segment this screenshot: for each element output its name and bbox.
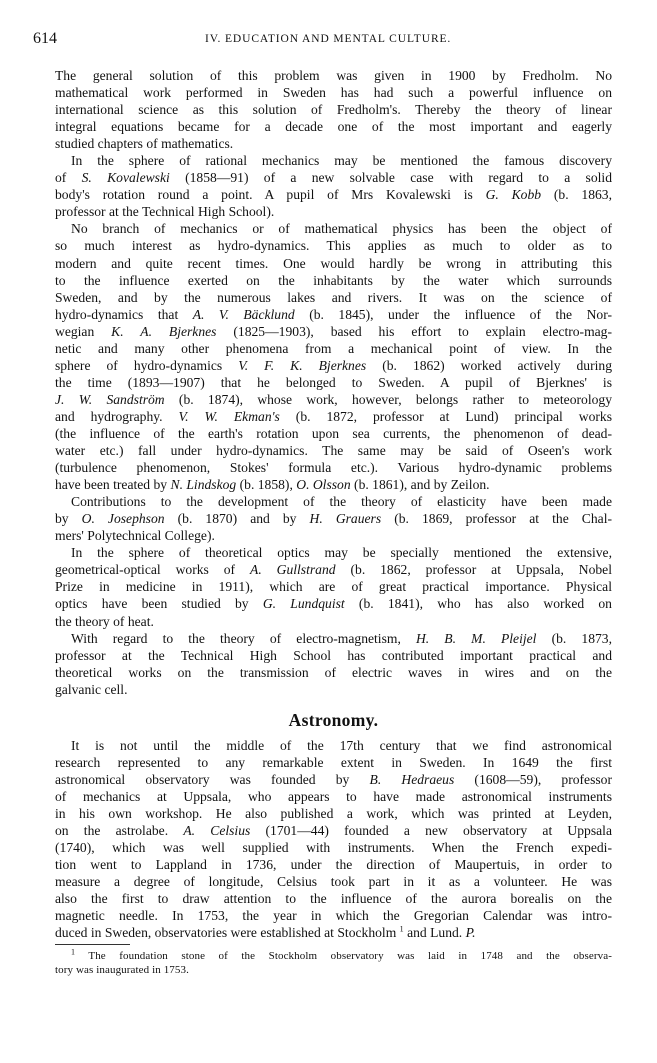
text-line: mathematical work performed in Sweden has had such a powerful influence on: [55, 85, 612, 101]
text-line: research represented to any remarkable extent in Sweden. In 1649 the first: [55, 754, 612, 770]
text-line: professor at the Technical High School has contributed important practical and: [55, 647, 612, 663]
document-page: [33, 30, 613, 977]
text-line: sphere of hydro-dynamics V. F. K. Bjerknes (b. 1862) worked actively during: [55, 357, 612, 373]
paragraph: [55, 220, 612, 493]
text-line: With regard to the theory of electro-magnetism, H. B. M. Pleijel (b. 1873,: [71, 630, 612, 646]
text-line: international science as this solution of Fredholm's. Thereby the theory of linear: [55, 102, 612, 118]
text-line: tion went to Lappland in 1736, under the direction of Maupertuis, in order to: [55, 857, 612, 873]
text-line: of mechanics at Uppsala, who appears to have made astronomical instruments: [55, 788, 612, 804]
text-line: professor at the Technical High School).: [55, 204, 275, 220]
text-line: of S. Kovalewski (1858—91) of a new solvable case with regard to a solid: [55, 170, 612, 186]
running-title: IV. EDUCATION AND MENTAL CULTURE.: [205, 33, 452, 45]
text-line: Sweden, and by the numerous lakes and rivers. It was on the science of: [55, 289, 612, 305]
text-line: mers' Polytechnical College).: [55, 528, 215, 544]
text-line: by O. Josephson (b. 1870) and by H. Grauers (b. 1869, professor at the Chal-: [55, 511, 613, 527]
paragraph: [55, 67, 612, 152]
text-line: measure a degree of longitude, Celsius took part in it as a volunteer. He was: [55, 874, 612, 890]
text-line: In the sphere of rational mechanics may be mentioned the famous discovery: [71, 153, 612, 169]
text-line: hydro-dynamics that A. V. Bäcklund (b. 1845), under the influence of the Nor-: [55, 306, 612, 322]
section-heading: Astronomy.: [288, 709, 379, 730]
text-line: water etc.) fall under hydro-dynamics. The same may be said of Oseen's work: [55, 443, 612, 459]
text-line: galvanic cell.: [55, 681, 128, 697]
text-line: No branch of mechanics or of mathematical physics has been the object of: [71, 221, 612, 237]
text-line: body's rotation round a point. A pupil of Mrs Kovalewski is G. Kobb (b. 1863,: [55, 187, 612, 203]
text-line: $^1$ The foundation stone of the Stockholm observatory was laid in 1748 and the observa-: [71, 947, 612, 963]
footnote-rule: [55, 944, 130, 945]
body-text: [55, 67, 612, 698]
footnote: [55, 949, 612, 977]
paragraph: [55, 544, 612, 629]
text-line: astronomical observatory was founded by B. Hedraeus (1608—59), professor: [55, 771, 612, 787]
text-line: modern and quite recent times. One would hardly be wrong in attributing this: [55, 255, 612, 271]
text-line: and hydrography. V. W. Ekman's (b. 1872, professor at Lund) principal works: [55, 408, 613, 424]
text-line: so much interest as hydro-dynamics. This applies as much to older as to: [55, 238, 612, 254]
text-line: the time (1893—1907) that he belonged to Sweden. A pupil of Bjerknes' is: [55, 374, 612, 390]
astronomy-paragraph: [55, 737, 612, 942]
text-line: (the influence of the earth's rotation upon sea currents, the phenomenon of dead-: [55, 425, 612, 441]
text-line: the theory of heat.: [55, 613, 154, 629]
text-line: geometrical-optical works of A. Gullstrand (b. 1862, professor at Uppsala, Nobel: [55, 562, 612, 578]
page-header: [33, 30, 612, 50]
text-line: The general solution of this problem was given in 1900 by Fredholm. No: [55, 68, 612, 83]
text-line: in his own workshop. He also published a work, which was printed at Leyden,: [55, 805, 612, 821]
text-line: also the first to draw attention to the influence of the aurora borealis on the: [55, 891, 612, 907]
text-line: integral equations became for a decade one of the most important and eagerly: [55, 119, 612, 135]
paragraph: [55, 630, 612, 698]
text-line: Contributions to the development of the theory of elasticity have been made: [71, 494, 612, 510]
paragraph: [55, 152, 612, 220]
text-line: Prize in medicine in 1911), which are of great practical importance. Physical: [55, 579, 612, 595]
text-line: on the astrolabe. A. Celsius (1701—44) founded a new observatory at Uppsala: [55, 823, 612, 839]
text-line: studied chapters of mathematics.: [55, 136, 234, 152]
text-line: (turbulence phenomenon, Stokes' formula etc.). Various hydro-dynamic problems: [55, 460, 612, 476]
text-line: J. W. Sandström (b. 1874), whose work, however, belongs rather to meteorology: [55, 391, 612, 407]
text-line: In the sphere of theoretical optics may be specially mentioned the extensive,: [71, 545, 612, 561]
text-line: netic and many other phenomena from a mechanical point of view. In the: [55, 340, 612, 356]
text-line: to the influence exerted on the inhabitants by the water which surrounds: [55, 272, 612, 288]
text-line: magnetic needle. In 1753, the year in which the Gregorian Calendar was intro-: [55, 908, 612, 924]
text-line: have been treated by N. Lindskog (b. 1858), O. Olsson (b. 1861), and by Zeilon.: [55, 477, 490, 493]
text-line: duced in Sweden, observatories were established at Stockholm $^1$ and Lund. P.: [55, 924, 476, 941]
text-line: It is not until the middle of the 17th century that we find astronomical: [71, 737, 612, 753]
page-number: 614: [33, 30, 57, 47]
text-line: tory was inaugurated in 1753.: [55, 964, 189, 977]
text-line: wegian K. A. Bjerknes (1825—1903), based his effort to explain electro-mag-: [55, 323, 612, 339]
text-line: optics have been studied by G. Lundquist (b. 1841), who has also worked on: [55, 596, 612, 612]
text-line: (1740), which was well supplied with instruments. When the French expedi-: [55, 840, 612, 856]
paragraph: [55, 493, 612, 544]
text-line: theoretical works on the transmission of electric waves in wires and on the: [55, 664, 612, 680]
